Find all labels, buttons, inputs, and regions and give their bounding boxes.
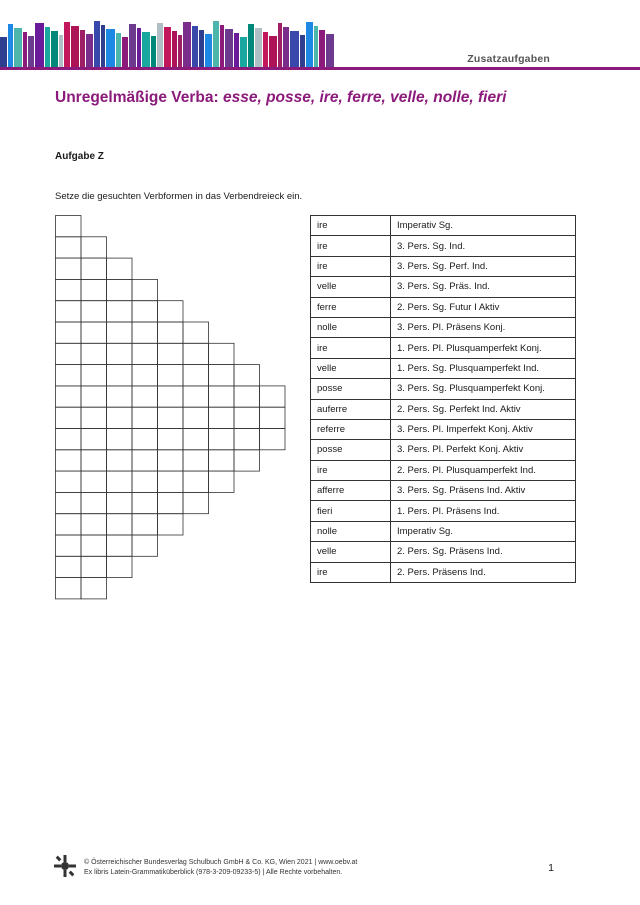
- grid-cell[interactable]: [107, 407, 133, 428]
- grid-cell[interactable]: [56, 471, 82, 492]
- form-cell: 2. Pers. Sg. Futur I Aktiv: [391, 297, 576, 317]
- verb-cell: ire: [311, 216, 391, 236]
- grid-cell[interactable]: [158, 514, 184, 535]
- grid-cell[interactable]: [81, 492, 107, 513]
- book-spine: [192, 26, 198, 67]
- book-spine: [290, 31, 299, 67]
- grid-cell[interactable]: [81, 514, 107, 535]
- grid-cell[interactable]: [260, 429, 286, 450]
- grid-cell[interactable]: [81, 535, 107, 556]
- grid-cell[interactable]: [234, 429, 260, 450]
- book-spine: [151, 36, 156, 67]
- grid-cell[interactable]: [107, 450, 133, 471]
- table-row: [311, 277, 576, 297]
- form-cell: 3. Pers. Pl. Perfekt Konj. Aktiv: [391, 440, 576, 460]
- table-row: [311, 317, 576, 337]
- grid-cell[interactable]: [56, 216, 82, 237]
- book-spine: [14, 28, 22, 67]
- grid-cell[interactable]: [234, 450, 260, 471]
- grid-cell[interactable]: [183, 429, 209, 450]
- grid-cell[interactable]: [183, 322, 209, 343]
- grid-cell[interactable]: [158, 471, 184, 492]
- grid-cell[interactable]: [132, 429, 158, 450]
- verb-cell: auferre: [311, 399, 391, 419]
- book-spine: [0, 37, 7, 67]
- grid-cell[interactable]: [107, 471, 133, 492]
- grid-cell[interactable]: [209, 343, 235, 364]
- book-spine: [283, 27, 289, 67]
- book-spine: [205, 34, 212, 67]
- verb-cell: fieri: [311, 501, 391, 521]
- grid-cell[interactable]: [183, 365, 209, 386]
- grid-cell[interactable]: [56, 429, 82, 450]
- form-cell: 1. Pers. Pl. Präsens Ind.: [391, 501, 576, 521]
- grid-cell[interactable]: [158, 429, 184, 450]
- form-cell: Imperativ Sg.: [391, 216, 576, 236]
- grid-cell[interactable]: [107, 279, 133, 300]
- book-spine: [213, 21, 219, 67]
- grid-cell[interactable]: [56, 386, 82, 407]
- book-spine: [64, 22, 70, 67]
- grid-cell[interactable]: [132, 514, 158, 535]
- book-spine: [269, 36, 277, 67]
- verb-triangle-grid: [55, 215, 290, 602]
- table-row: [311, 399, 576, 419]
- table-row: [311, 256, 576, 276]
- verb-cell: afferre: [311, 481, 391, 501]
- task-instruction: Setze die gesuchten Verbformen in das Verbendreieck ein.: [55, 191, 303, 202]
- form-cell: 1. Pers. Sg. Plusquamperfekt Ind.: [391, 358, 576, 378]
- grid-cell[interactable]: [183, 492, 209, 513]
- grid-cell[interactable]: [81, 578, 107, 599]
- grid-cell[interactable]: [107, 514, 133, 535]
- grid-cell[interactable]: [81, 343, 107, 364]
- grid-cell[interactable]: [56, 279, 82, 300]
- page-title: [55, 89, 506, 107]
- book-spine: [314, 26, 318, 67]
- table-row: [311, 297, 576, 317]
- grid-cell[interactable]: [132, 365, 158, 386]
- section-label: Zusatzaufgaben: [467, 53, 550, 65]
- book-spine: [300, 35, 305, 67]
- book-spine: [326, 34, 334, 67]
- page-number: 1: [548, 862, 554, 874]
- grid-cell[interactable]: [209, 407, 235, 428]
- grid-cell[interactable]: [81, 237, 107, 258]
- book-spine: [172, 31, 177, 67]
- grid-cell[interactable]: [56, 365, 82, 386]
- title-verbs: esse, posse, ire, ferre, velle, nolle, fieri: [222, 89, 507, 106]
- table-row: [311, 501, 576, 521]
- copyright-line-2: Ex libris Latein-Grammatiküberblick (978-3-209-09233-5) | Alle Rechte vorbehalten.: [84, 869, 343, 876]
- copyright-line-1: © Österreichischer Bundesverlag Schulbuch GmbH & Co. KG, Wien 2021 | www.oebv.at: [84, 859, 358, 866]
- table-row: [311, 419, 576, 439]
- grid-cell[interactable]: [81, 365, 107, 386]
- grid-cell[interactable]: [260, 386, 286, 407]
- book-spine: [129, 24, 136, 67]
- book-spine: [278, 23, 282, 67]
- grid-cell[interactable]: [56, 492, 82, 513]
- grid-cell[interactable]: [56, 407, 82, 428]
- verb-cell: ire: [311, 236, 391, 256]
- grid-cell[interactable]: [81, 556, 107, 577]
- book-spine: [80, 30, 85, 67]
- grid-cell[interactable]: [107, 556, 133, 577]
- form-cell: 3. Pers. Sg. Plusquamperfekt Konj.: [391, 379, 576, 399]
- grid-cell[interactable]: [56, 556, 82, 577]
- table-row: [311, 521, 576, 541]
- table-row: [311, 358, 576, 378]
- book-spine: [255, 28, 262, 67]
- book-spine: [106, 29, 115, 67]
- table-row: [311, 236, 576, 256]
- form-cell: 3. Pers. Sg. Perf. Ind.: [391, 256, 576, 276]
- verb-cell: nolle: [311, 317, 391, 337]
- table-row: [311, 562, 576, 582]
- grid-cell[interactable]: [132, 535, 158, 556]
- book-spine: [306, 22, 313, 67]
- verb-cell: velle: [311, 542, 391, 562]
- book-spine: [199, 30, 204, 67]
- grid-cell[interactable]: [158, 492, 184, 513]
- table-row: [311, 379, 576, 399]
- table-row: [311, 481, 576, 501]
- grid-cell[interactable]: [81, 429, 107, 450]
- grid-cell[interactable]: [56, 450, 82, 471]
- form-cell: 2. Pers. Sg. Präsens Ind.: [391, 542, 576, 562]
- book-spine: [45, 27, 50, 67]
- grid-cell[interactable]: [81, 471, 107, 492]
- grid-cell[interactable]: [183, 343, 209, 364]
- grid-cell[interactable]: [107, 365, 133, 386]
- book-spine: [248, 24, 254, 67]
- verb-cell: ire: [311, 338, 391, 358]
- grid-cell[interactable]: [158, 365, 184, 386]
- grid-cell[interactable]: [107, 258, 133, 279]
- book-spine: [225, 29, 233, 67]
- book-spine: [240, 37, 247, 67]
- book-spine: [71, 26, 79, 67]
- grid-cell[interactable]: [132, 343, 158, 364]
- verb-cell: ire: [311, 562, 391, 582]
- table-row: [311, 216, 576, 236]
- grid-cell[interactable]: [132, 322, 158, 343]
- grid-cell[interactable]: [107, 492, 133, 513]
- grid-cell[interactable]: [56, 535, 82, 556]
- book-spine: [28, 36, 34, 67]
- table-row: [311, 460, 576, 480]
- task-label: Aufgabe Z: [55, 151, 104, 162]
- grid-cell[interactable]: [132, 492, 158, 513]
- grid-cell[interactable]: [158, 450, 184, 471]
- grid-cell[interactable]: [81, 279, 107, 300]
- grid-cell[interactable]: [56, 258, 82, 279]
- grid-cell[interactable]: [81, 450, 107, 471]
- book-spine: [220, 25, 224, 67]
- book-spine: [51, 31, 58, 67]
- verb-cell: velle: [311, 277, 391, 297]
- grid-cell[interactable]: [209, 386, 235, 407]
- grid-cell[interactable]: [183, 386, 209, 407]
- book-spine: [157, 23, 163, 67]
- verb-cell: velle: [311, 358, 391, 378]
- grid-cell[interactable]: [56, 578, 82, 599]
- verb-cell: referre: [311, 419, 391, 439]
- book-spine: [234, 33, 239, 67]
- grid-cell[interactable]: [209, 471, 235, 492]
- grid-cell[interactable]: [81, 407, 107, 428]
- grid-cell[interactable]: [183, 471, 209, 492]
- grid-cell[interactable]: [132, 450, 158, 471]
- grid-cell[interactable]: [132, 471, 158, 492]
- book-spine: [116, 33, 121, 67]
- form-cell: Imperativ Sg.: [391, 521, 576, 541]
- book-spine: [319, 30, 325, 67]
- grid-cell[interactable]: [158, 343, 184, 364]
- form-cell: 2. Pers. Präsens Ind.: [391, 562, 576, 582]
- grid-cell[interactable]: [56, 301, 82, 322]
- publisher-logo-icon: [54, 855, 76, 877]
- form-cell: 3. Pers. Sg. Präs. Ind.: [391, 277, 576, 297]
- book-spine: [183, 22, 191, 67]
- grid-cell[interactable]: [209, 450, 235, 471]
- grid-cell[interactable]: [234, 407, 260, 428]
- grid-cell[interactable]: [81, 258, 107, 279]
- book-spine: [137, 28, 141, 67]
- grid-cell[interactable]: [158, 322, 184, 343]
- grid-cell[interactable]: [132, 301, 158, 322]
- grid-cell[interactable]: [183, 407, 209, 428]
- grid-cell[interactable]: [234, 386, 260, 407]
- copyright-notice: [84, 858, 357, 878]
- verb-cell: posse: [311, 379, 391, 399]
- grid-cell[interactable]: [107, 301, 133, 322]
- table-row: [311, 440, 576, 460]
- grid-cell[interactable]: [107, 535, 133, 556]
- grid-cell[interactable]: [107, 386, 133, 407]
- grid-cell[interactable]: [260, 407, 286, 428]
- verb-cell: ire: [311, 256, 391, 276]
- book-spine: [35, 23, 44, 67]
- grid-cell[interactable]: [107, 429, 133, 450]
- form-cell: 2. Pers. Sg. Perfekt Ind. Aktiv: [391, 399, 576, 419]
- form-cell: 3. Pers. Sg. Ind.: [391, 236, 576, 256]
- header-rule: [0, 67, 640, 70]
- form-cell: 1. Pers. Pl. Plusquamperfekt Konj.: [391, 338, 576, 358]
- verb-cell: ire: [311, 460, 391, 480]
- grid-cell[interactable]: [234, 365, 260, 386]
- book-spine: [164, 27, 171, 67]
- book-spine: [101, 25, 105, 67]
- book-spine: [122, 37, 128, 67]
- grid-cell[interactable]: [158, 386, 184, 407]
- book-spine: [263, 32, 268, 67]
- grid-cell[interactable]: [56, 322, 82, 343]
- verb-cell: nolle: [311, 521, 391, 541]
- grid-cell[interactable]: [56, 514, 82, 535]
- form-cell: 3. Pers. Sg. Präsens Ind. Aktiv: [391, 481, 576, 501]
- grid-cell[interactable]: [132, 386, 158, 407]
- grid-cell[interactable]: [81, 386, 107, 407]
- grid-cell[interactable]: [132, 279, 158, 300]
- grid-cell[interactable]: [158, 407, 184, 428]
- book-spine: [178, 35, 182, 67]
- book-spine: [8, 24, 13, 67]
- book-spine: [23, 32, 27, 67]
- table-row: [311, 542, 576, 562]
- title-main: Unregelmäßige Verba:: [55, 89, 223, 106]
- grid-cell[interactable]: [132, 407, 158, 428]
- form-cell: 3. Pers. Pl. Imperfekt Konj. Aktiv: [391, 419, 576, 439]
- table-row: [311, 338, 576, 358]
- form-cell: 3. Pers. Pl. Präsens Konj.: [391, 317, 576, 337]
- grid-cell[interactable]: [107, 343, 133, 364]
- grid-cell[interactable]: [56, 343, 82, 364]
- grid-cell[interactable]: [158, 301, 184, 322]
- grid-cell[interactable]: [107, 322, 133, 343]
- grid-cell[interactable]: [81, 301, 107, 322]
- grid-cell[interactable]: [81, 322, 107, 343]
- grid-cell[interactable]: [209, 365, 235, 386]
- book-spine: [142, 32, 150, 67]
- grid-cell[interactable]: [209, 429, 235, 450]
- book-spine: [86, 34, 93, 67]
- book-spine: [94, 21, 100, 67]
- form-cell: 2. Pers. Pl. Plusquamperfekt Ind.: [391, 460, 576, 480]
- verb-cell: ferre: [311, 297, 391, 317]
- book-spine: [59, 35, 63, 67]
- verb-cell: posse: [311, 440, 391, 460]
- verb-form-table: [310, 215, 576, 583]
- grid-cell[interactable]: [183, 450, 209, 471]
- grid-cell[interactable]: [56, 237, 82, 258]
